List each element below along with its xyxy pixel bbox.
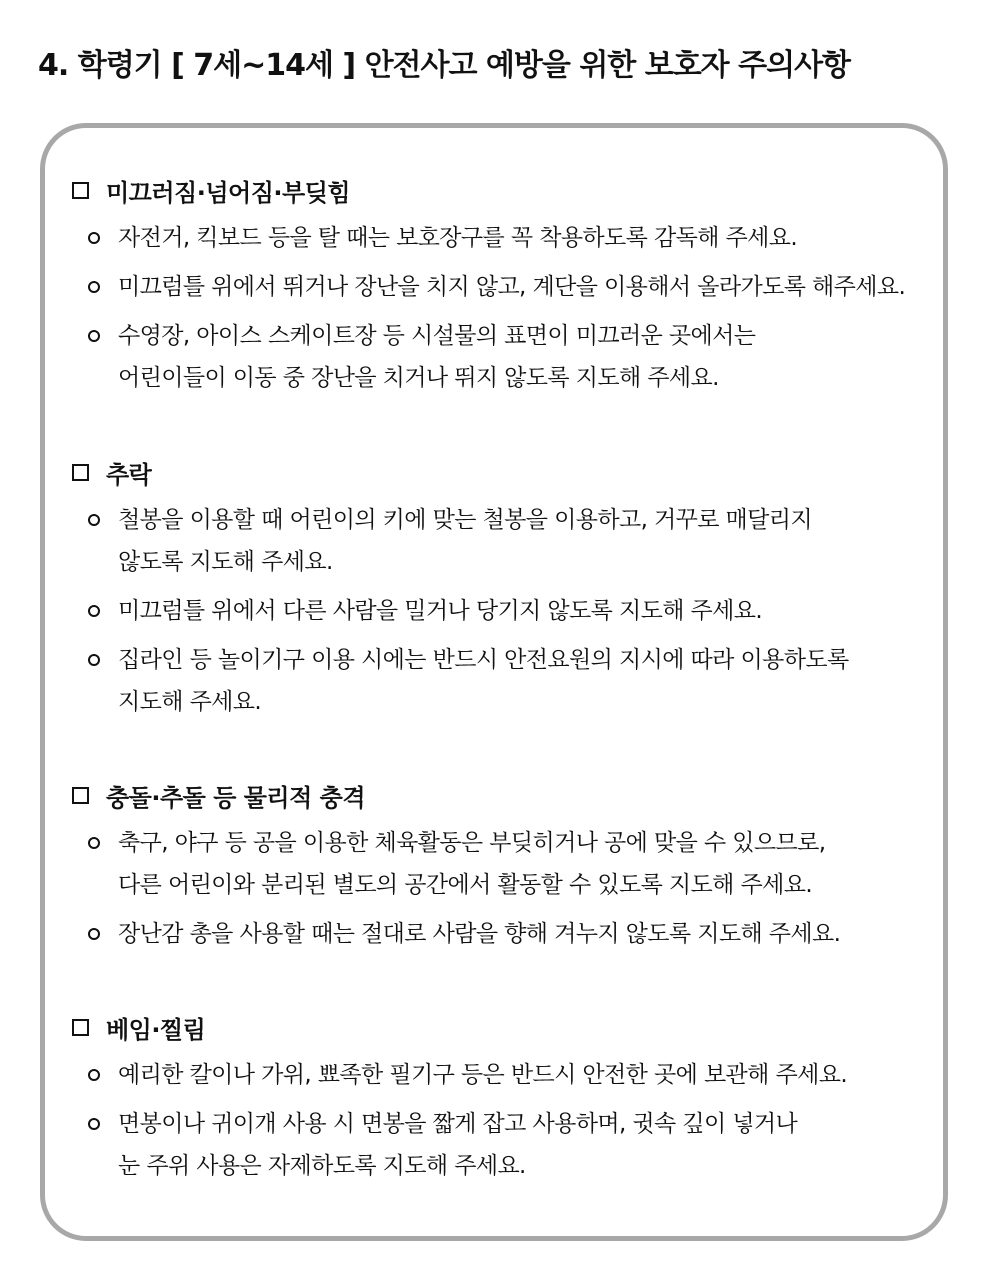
section-heading-text: 미끄러짐·넘어짐·부딪힘	[106, 178, 351, 207]
section-heading-text: 추락	[106, 460, 152, 489]
item-text: 자전거, 킥보드 등을 탈 때는 보호장구를 꼭 착용하도록 감독해 주세요.	[118, 225, 798, 251]
item-text: 지도해 주세요.	[118, 689, 262, 715]
list-item	[72, 822, 962, 906]
circle-bullet-icon	[88, 281, 100, 293]
section-heading	[72, 1007, 962, 1047]
section-heading	[72, 452, 962, 492]
checkbox-square-icon	[72, 787, 89, 804]
item-text: 다른 어린이와 분리된 별도의 공간에서 활동할 수 있도록 지도해 주세요.	[118, 872, 813, 898]
list-item	[72, 1103, 962, 1187]
section-slip-fall	[72, 170, 962, 399]
item-text: 않도록 지도해 주세요.	[118, 549, 333, 575]
page-title: 4. 학령기 [ 7세~14세 ] 안전사고 예방을 위한 보호자 주의사항	[38, 48, 851, 83]
section-heading-text: 충돌·추돌 등 물리적 충격	[106, 783, 366, 812]
item-text: 장난감 총을 사용할 때는 절대로 사람을 향해 겨누지 않도록 지도해 주세요.	[118, 921, 841, 947]
list-item	[72, 639, 962, 723]
circle-bullet-icon	[88, 837, 100, 849]
circle-bullet-icon	[88, 330, 100, 342]
item-text: 철봉을 이용할 때 어린이의 키에 맞는 철봉을 이용하고, 거꾸로 매달리지	[118, 507, 813, 533]
circle-bullet-icon	[88, 514, 100, 526]
item-text: 수영장, 아이스 스케이트장 등 시설물의 표면이 미끄러운 곳에서는	[118, 323, 756, 349]
section-heading	[72, 170, 962, 210]
item-text: 예리한 칼이나 가위, 뾰족한 필기구 등은 반드시 안전한 곳에 보관해 주세요.	[118, 1062, 848, 1088]
checkbox-square-icon	[72, 464, 89, 481]
item-text: 축구, 야구 등 공을 이용한 체육활동은 부딪히거나 공에 맞을 수 있으므로,	[118, 830, 826, 856]
list-item	[72, 499, 962, 583]
circle-bullet-icon	[88, 928, 100, 940]
item-text: 미끄럼틀 위에서 뛰거나 장난을 치지 않고, 계단을 이용해서 올라가도록 해주세요.	[118, 274, 906, 300]
checkbox-square-icon	[72, 182, 89, 199]
section-heading	[72, 775, 962, 815]
circle-bullet-icon	[88, 1069, 100, 1081]
list-item	[72, 1054, 962, 1096]
list-item	[72, 913, 962, 955]
item-text: 면봉이나 귀이개 사용 시 면봉을 짧게 잡고 사용하며, 귓속 깊이 넣거나	[118, 1111, 798, 1137]
list-item	[72, 315, 962, 399]
section-heading-text: 베임·찔림	[106, 1015, 206, 1044]
item-text: 눈 주위 사용은 자제하도록 지도해 주세요.	[118, 1153, 526, 1179]
section-fall-from-height	[72, 452, 962, 723]
checkbox-square-icon	[72, 1019, 89, 1036]
section-cuts-punctures	[72, 1007, 962, 1187]
list-item	[72, 217, 962, 259]
item-text: 집라인 등 놀이기구 이용 시에는 반드시 안전요원의 지시에 따라 이용하도록	[118, 647, 849, 673]
circle-bullet-icon	[88, 232, 100, 244]
section-physical-impact	[72, 775, 962, 955]
item-text: 어린이들이 이동 중 장난을 치거나 뛰지 않도록 지도해 주세요.	[118, 365, 719, 391]
circle-bullet-icon	[88, 654, 100, 666]
circle-bullet-icon	[88, 605, 100, 617]
list-item	[72, 266, 962, 308]
circle-bullet-icon	[88, 1118, 100, 1130]
list-item	[72, 590, 962, 632]
item-text: 미끄럼틀 위에서 다른 사람을 밀거나 당기지 않도록 지도해 주세요.	[118, 598, 763, 624]
